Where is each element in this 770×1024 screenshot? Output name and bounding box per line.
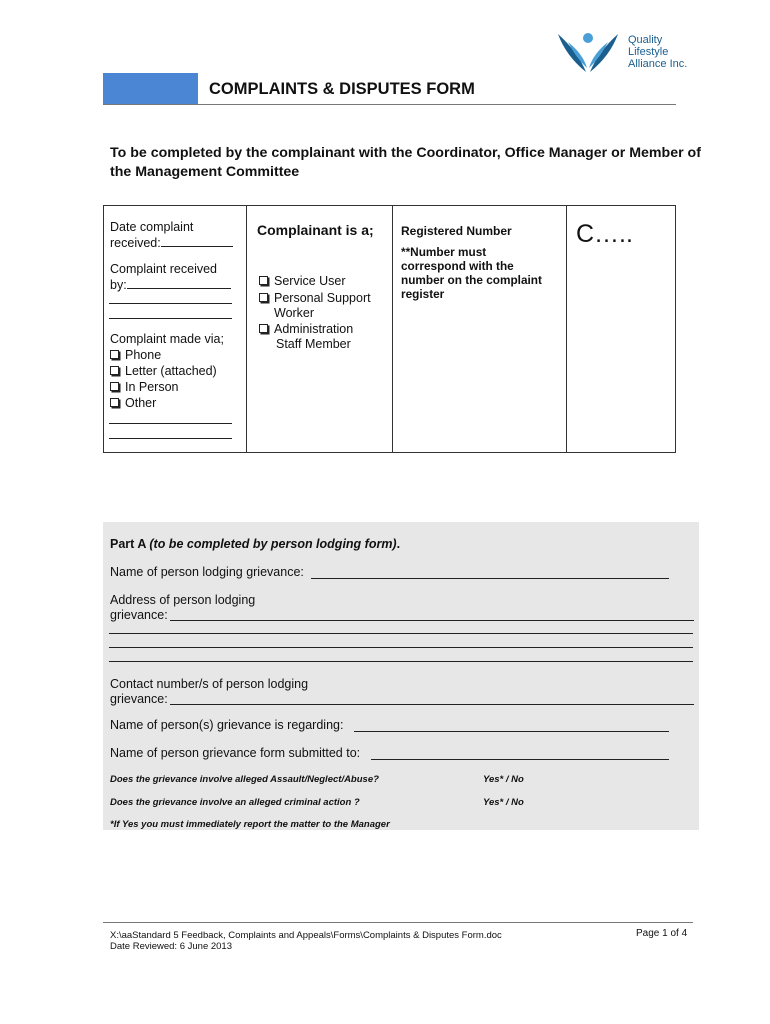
footer-divider <box>103 922 693 923</box>
address-field-3[interactable] <box>109 647 693 648</box>
logo-head <box>583 33 593 43</box>
checkbox[interactable] <box>110 350 119 359</box>
contact-field[interactable] <box>170 704 694 705</box>
submitted-to-field[interactable] <box>371 759 669 760</box>
header-accent-block <box>103 73 198 104</box>
question-criminal-answer[interactable]: Yes* / No <box>483 797 524 808</box>
received-by-line-2[interactable] <box>109 303 232 304</box>
page-title: COMPLAINTS & DISPUTES FORM <box>209 80 475 98</box>
contact-label: Contact number/s of person lodging grievance: <box>110 677 309 706</box>
complainant-option-service-user[interactable]: Service User <box>259 273 346 289</box>
intro-instruction: To be completed by the complainant with the Coordinator, Office Manager or Member of the Management Committee <box>110 145 701 180</box>
via-option-in-person[interactable]: In Person <box>110 379 179 395</box>
question-criminal: Does the grievance involve an alleged criminal action ? <box>110 797 360 808</box>
footer-path: X:\aaStandard 5 Feedback, Complaints and Appeals\Forms\Complaints & Disputes Form.doc <box>110 930 502 941</box>
admin-cont: Staff Member <box>276 337 351 351</box>
lodger-name-field[interactable] <box>311 578 669 579</box>
address-field-2[interactable] <box>109 633 693 634</box>
registered-number-heading: Registered Number <box>401 224 512 238</box>
date-received-field[interactable] <box>161 235 233 247</box>
submitted-to-label: Name of person grievance form submitted to: <box>110 746 361 760</box>
report-note: *If Yes you must immediately report the matter to the Manager <box>110 819 390 830</box>
via-option-letter[interactable]: Letter (attached) <box>110 363 217 379</box>
received-by-line-3[interactable] <box>109 318 232 319</box>
header-divider <box>103 104 676 105</box>
date-received-label: Date complaint received: <box>110 219 233 251</box>
address-field-1[interactable] <box>170 620 694 621</box>
complainant-option-support-worker[interactable]: Personal Support <box>259 290 371 306</box>
complainant-type-heading: Complainant is a; <box>257 222 374 238</box>
logo-text <box>628 34 687 70</box>
page-number: Page 1 of 4 <box>636 928 688 939</box>
question-assault: Does the grievance involve alleged Assault/Neglect/Abuse? <box>110 774 379 785</box>
checkbox[interactable] <box>259 293 268 302</box>
table-divider-3 <box>566 205 567 453</box>
complaint-received-label: Complaint received by: <box>110 261 231 293</box>
registered-number-note: **Number must correspond with the number on the complaint register <box>401 245 542 301</box>
logo-left-wing <box>558 34 586 72</box>
checkbox[interactable] <box>110 398 119 407</box>
other-line-1[interactable] <box>109 423 232 424</box>
checkbox[interactable] <box>259 324 268 333</box>
regarding-label: Name of person(s) grievance is regarding: <box>110 718 344 732</box>
via-option-other[interactable]: Other <box>110 395 156 411</box>
question-assault-answer[interactable]: Yes* / No <box>483 774 524 785</box>
address-field-4[interactable] <box>109 661 693 662</box>
checkbox[interactable] <box>259 276 268 285</box>
table-divider-1 <box>246 205 247 453</box>
table-divider-2 <box>392 205 393 453</box>
lodger-name-label: Name of person lodging grievance: <box>110 565 304 579</box>
via-option-phone[interactable]: Phone <box>110 347 161 363</box>
checkbox[interactable] <box>110 382 119 391</box>
logo-line-1: Quality <box>628 34 663 46</box>
other-line-2[interactable] <box>109 438 232 439</box>
footer-reviewed: Date Reviewed: 6 June 2013 <box>110 941 232 952</box>
address-label: Address of person lodging grievance: <box>110 593 256 622</box>
checkbox[interactable] <box>110 366 119 375</box>
support-worker-cont: Worker <box>274 306 315 320</box>
regarding-field[interactable] <box>354 731 669 732</box>
logo-line-3: Alliance Inc. <box>628 58 688 70</box>
part-a-heading: Part A (to be completed by person lodging form). <box>110 537 401 551</box>
logo-line-2: Lifestyle <box>628 46 669 58</box>
registered-number-value[interactable]: C….. <box>576 220 633 248</box>
footer-file-info <box>110 930 502 952</box>
complainant-option-admin[interactable]: Administration <box>259 321 353 337</box>
received-by-field[interactable] <box>127 277 231 289</box>
complaint-via-label: Complaint made via; <box>110 332 224 346</box>
logo-right-wing <box>590 34 618 72</box>
